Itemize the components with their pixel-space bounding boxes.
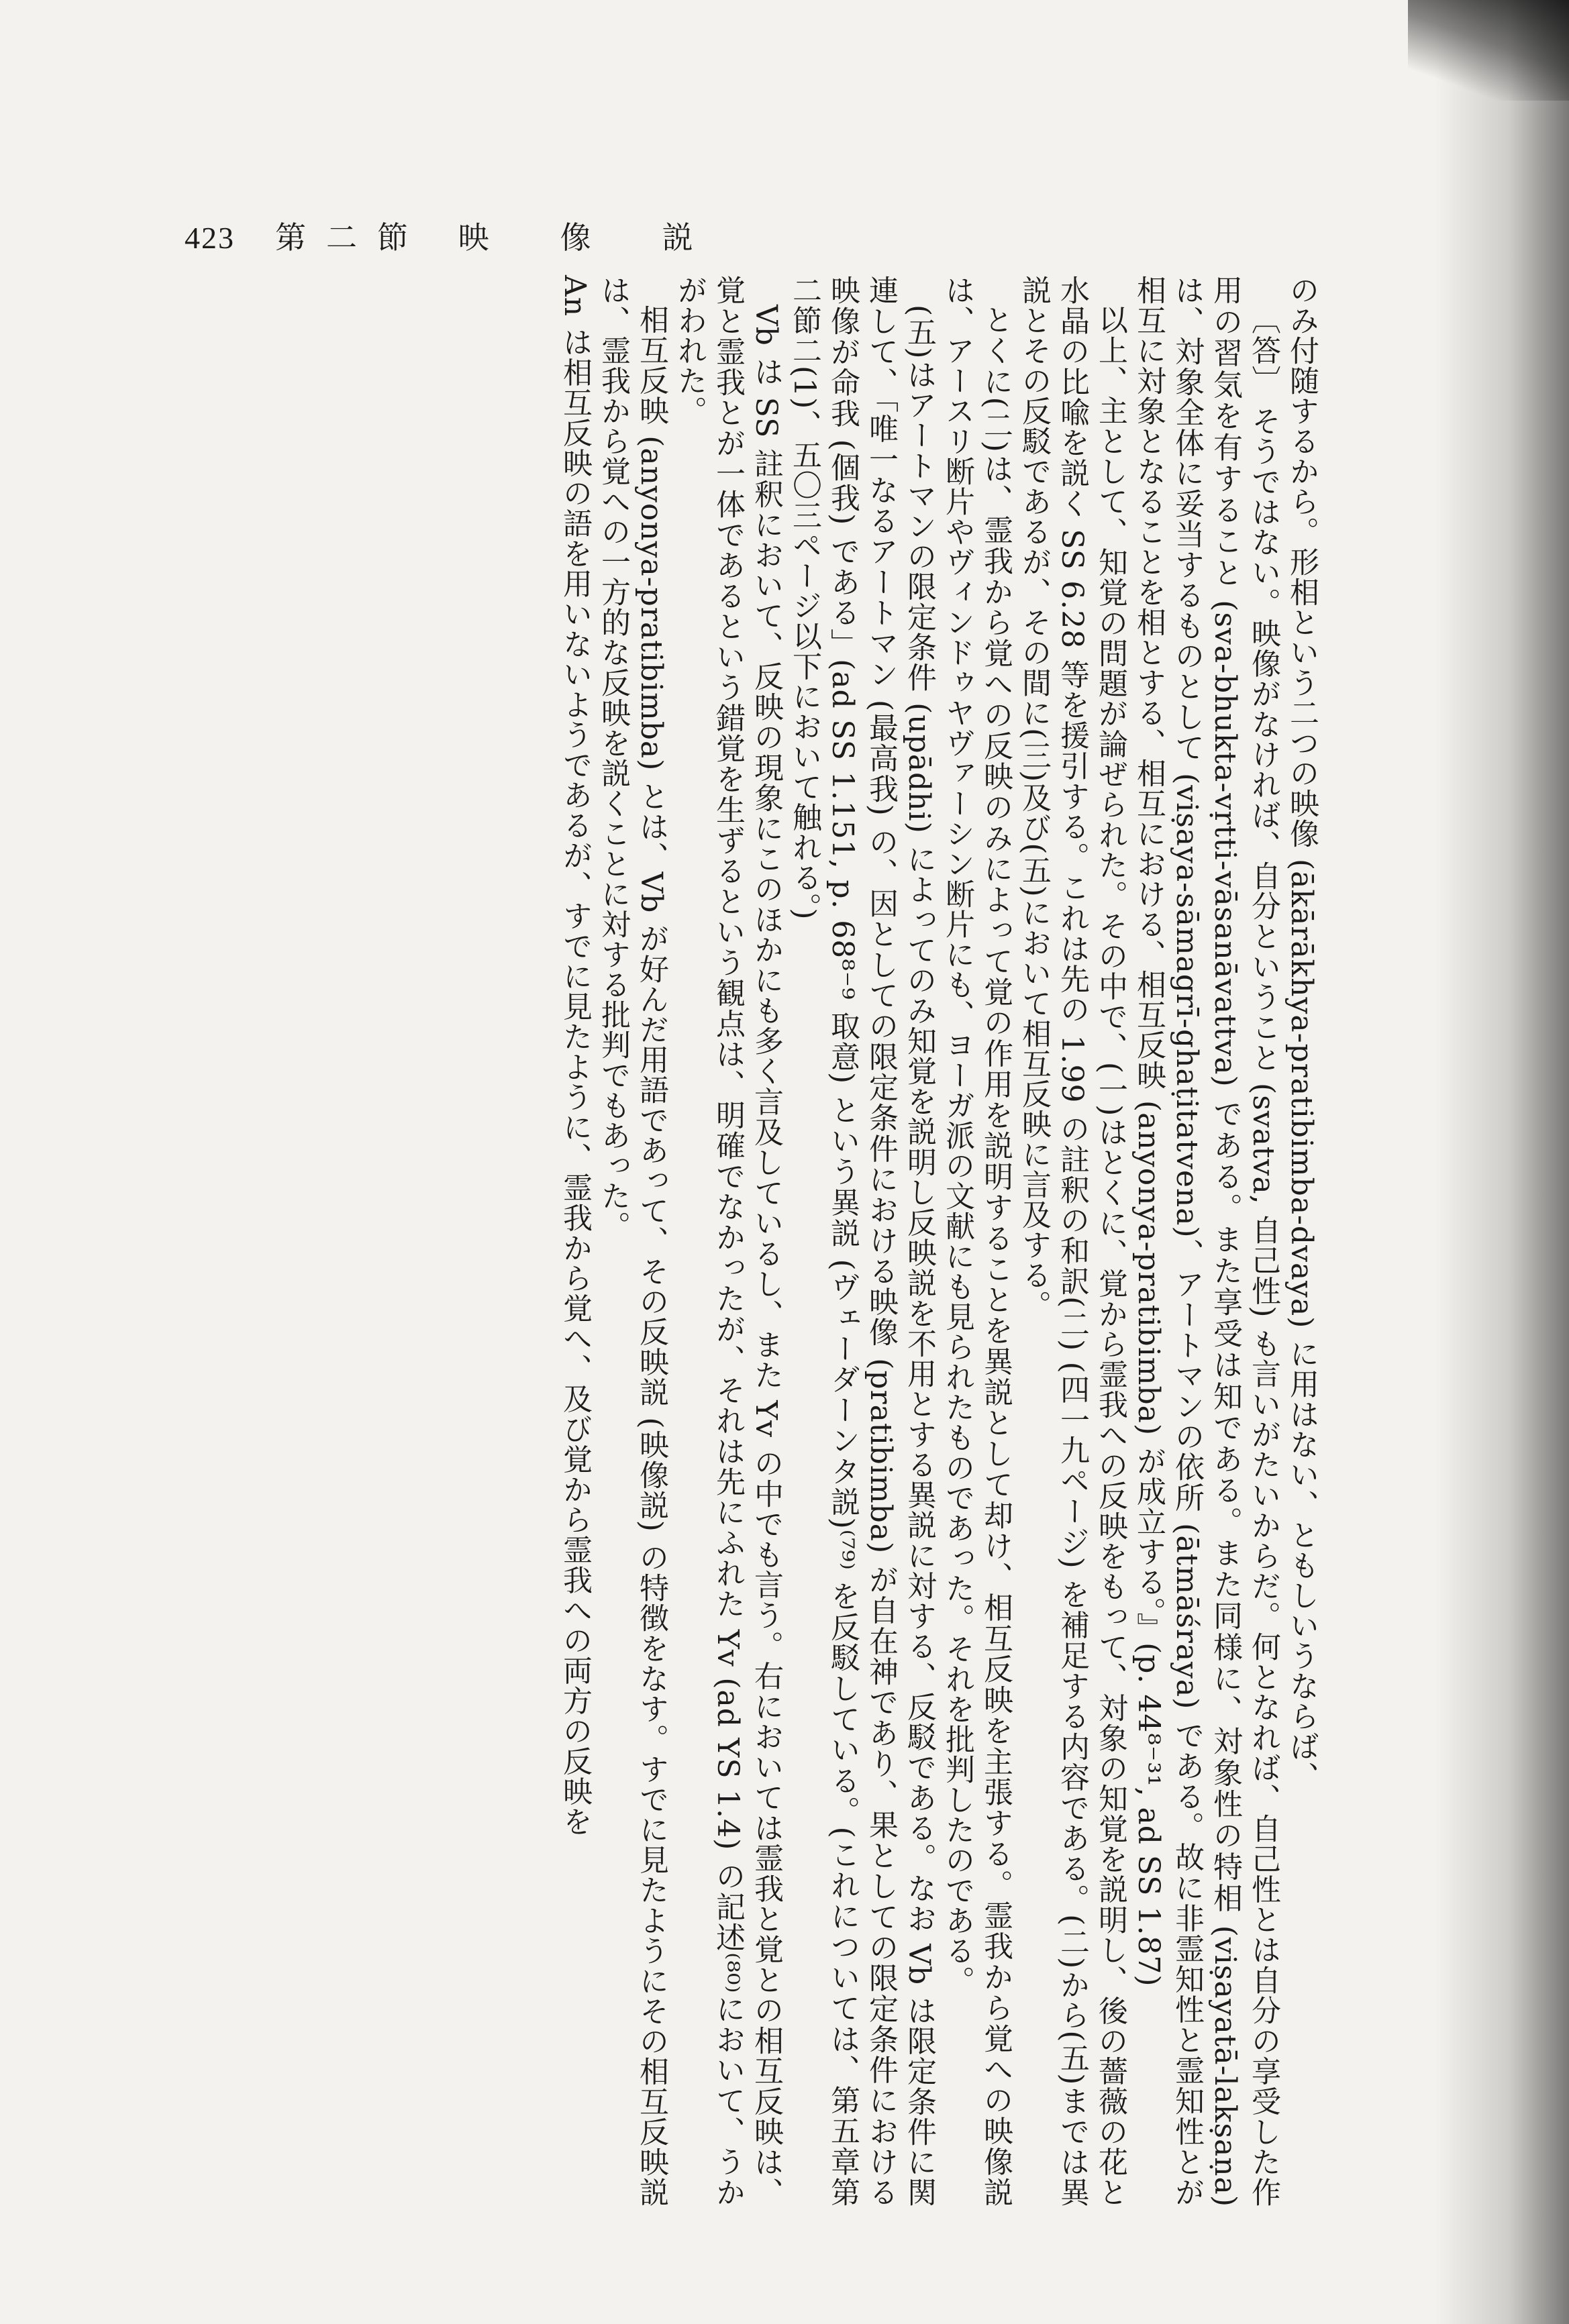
page-edge-shadow <box>1435 0 1569 2324</box>
section-title: 第二節 映 像 説 <box>275 219 713 256</box>
body-text <box>166 275 1321 2207</box>
paragraph-1: のみ付随するから。形相という二つの映像 (ākārākhya-pratibimba-dvaya) に用はない、ともしいうならば、 <box>1284 275 1319 1792</box>
running-header <box>185 213 713 258</box>
paragraph-5: (五)はアートマンの限定条件 (upādhi) によってのみ知覚を説明し反映説を不用とする異説に対する、反駁である。なお Vb は限定条件に関連して、「唯一なるアートマン (最高我) の、因としての限定条件における映像 (pratibimba) が自在神であり、果としての限定条件における映像が命我 (個我) である」(ad SS 1.151, p. 68⁸⁻⁹ 取意) という異説 (ヴェーダーンタ説)⁽⁷⁹⁾ を反駁している。(これについては、第五章第二節二(1)、五〇三ページ以下において触れる。) <box>787 275 936 2207</box>
paragraph-7: 相互反映 (anyonya-pratibimba) とは、Vb が好んだ用語であって、その反映説 (映像説) の特徴をなす。すでに見たようにその相互反映説は、霊我から覚への一方的な反映を説くことに対する批判でもあった。 <box>596 275 668 2207</box>
paragraph-3: 以上、主として、知覚の問題が論ぜられた。その中で、(一)はとくに、覚から霊我への反映をもって、対象の知覚を説明し、後の薔薇の花と水晶の比喩を説く SS 6.28 等を援引する。これは先の 1.99 の註釈の和訳(二) (四一九ページ) を補足する内容である。(二)から(五)までは異説とその反駁であるが、その間に(三)及び(五)において相互反映に言及する。 <box>1017 275 1127 2207</box>
paragraph-8: An は相互反映の語を用いないようであるが、すでに見たように、霊我から覚へ、及び覚から霊我への両方の反映を <box>558 275 592 1837</box>
paragraph-4: とくに(二)は、霊我から覚への反映のみによって覚の作用を説明することを異説として却け、相互反映を主張する。霊我から覚への映像説は、アースリ断片やヴィンドゥヤヴァーシン断片にも、ヨーガ派の文献にも見られたものであった。それを批判したのである。 <box>940 275 1013 2207</box>
paragraph-2: 〔答〕 そうではない。映像がなければ、自分ということ (svatva, 自己性) も言いがたいからだ。何となれば、自己性とは自分の享受した作用の習気を有すること (sva-bhukta-vṛtti-vāsanāvattva) である。また享受は知である。また同様に、対象性の特相 (viṣayatā-lakṣaṇa) は、対象全体に妥当するものとして (viṣaya-sāmagrī-ghaṭitatvena)、アートマンの依所 (ātmāśraya) である。故に非霊知性と霊知性とが相互に対象となることを相とする、相互における、相互反映 (anyonya-pratibimba) が成立する。』(p. 44⁸⁻³¹, ad SS 1.87) <box>1131 275 1280 2207</box>
page-number: 423 <box>185 221 235 255</box>
paragraph-6: Vb は SS 註釈において、反映の現象にこのほかにも多く言及しているし、また Yv の中でも言う。右においては霊我と覚との相互反映は、覚と霊我とが一体であるという錯覚を生ずるという観点は、明確でなかったが、それは先にふれた Yv (ad YS 1.4) の記述⁽⁸⁰⁾において、うかがわれた。 <box>672 275 783 2207</box>
